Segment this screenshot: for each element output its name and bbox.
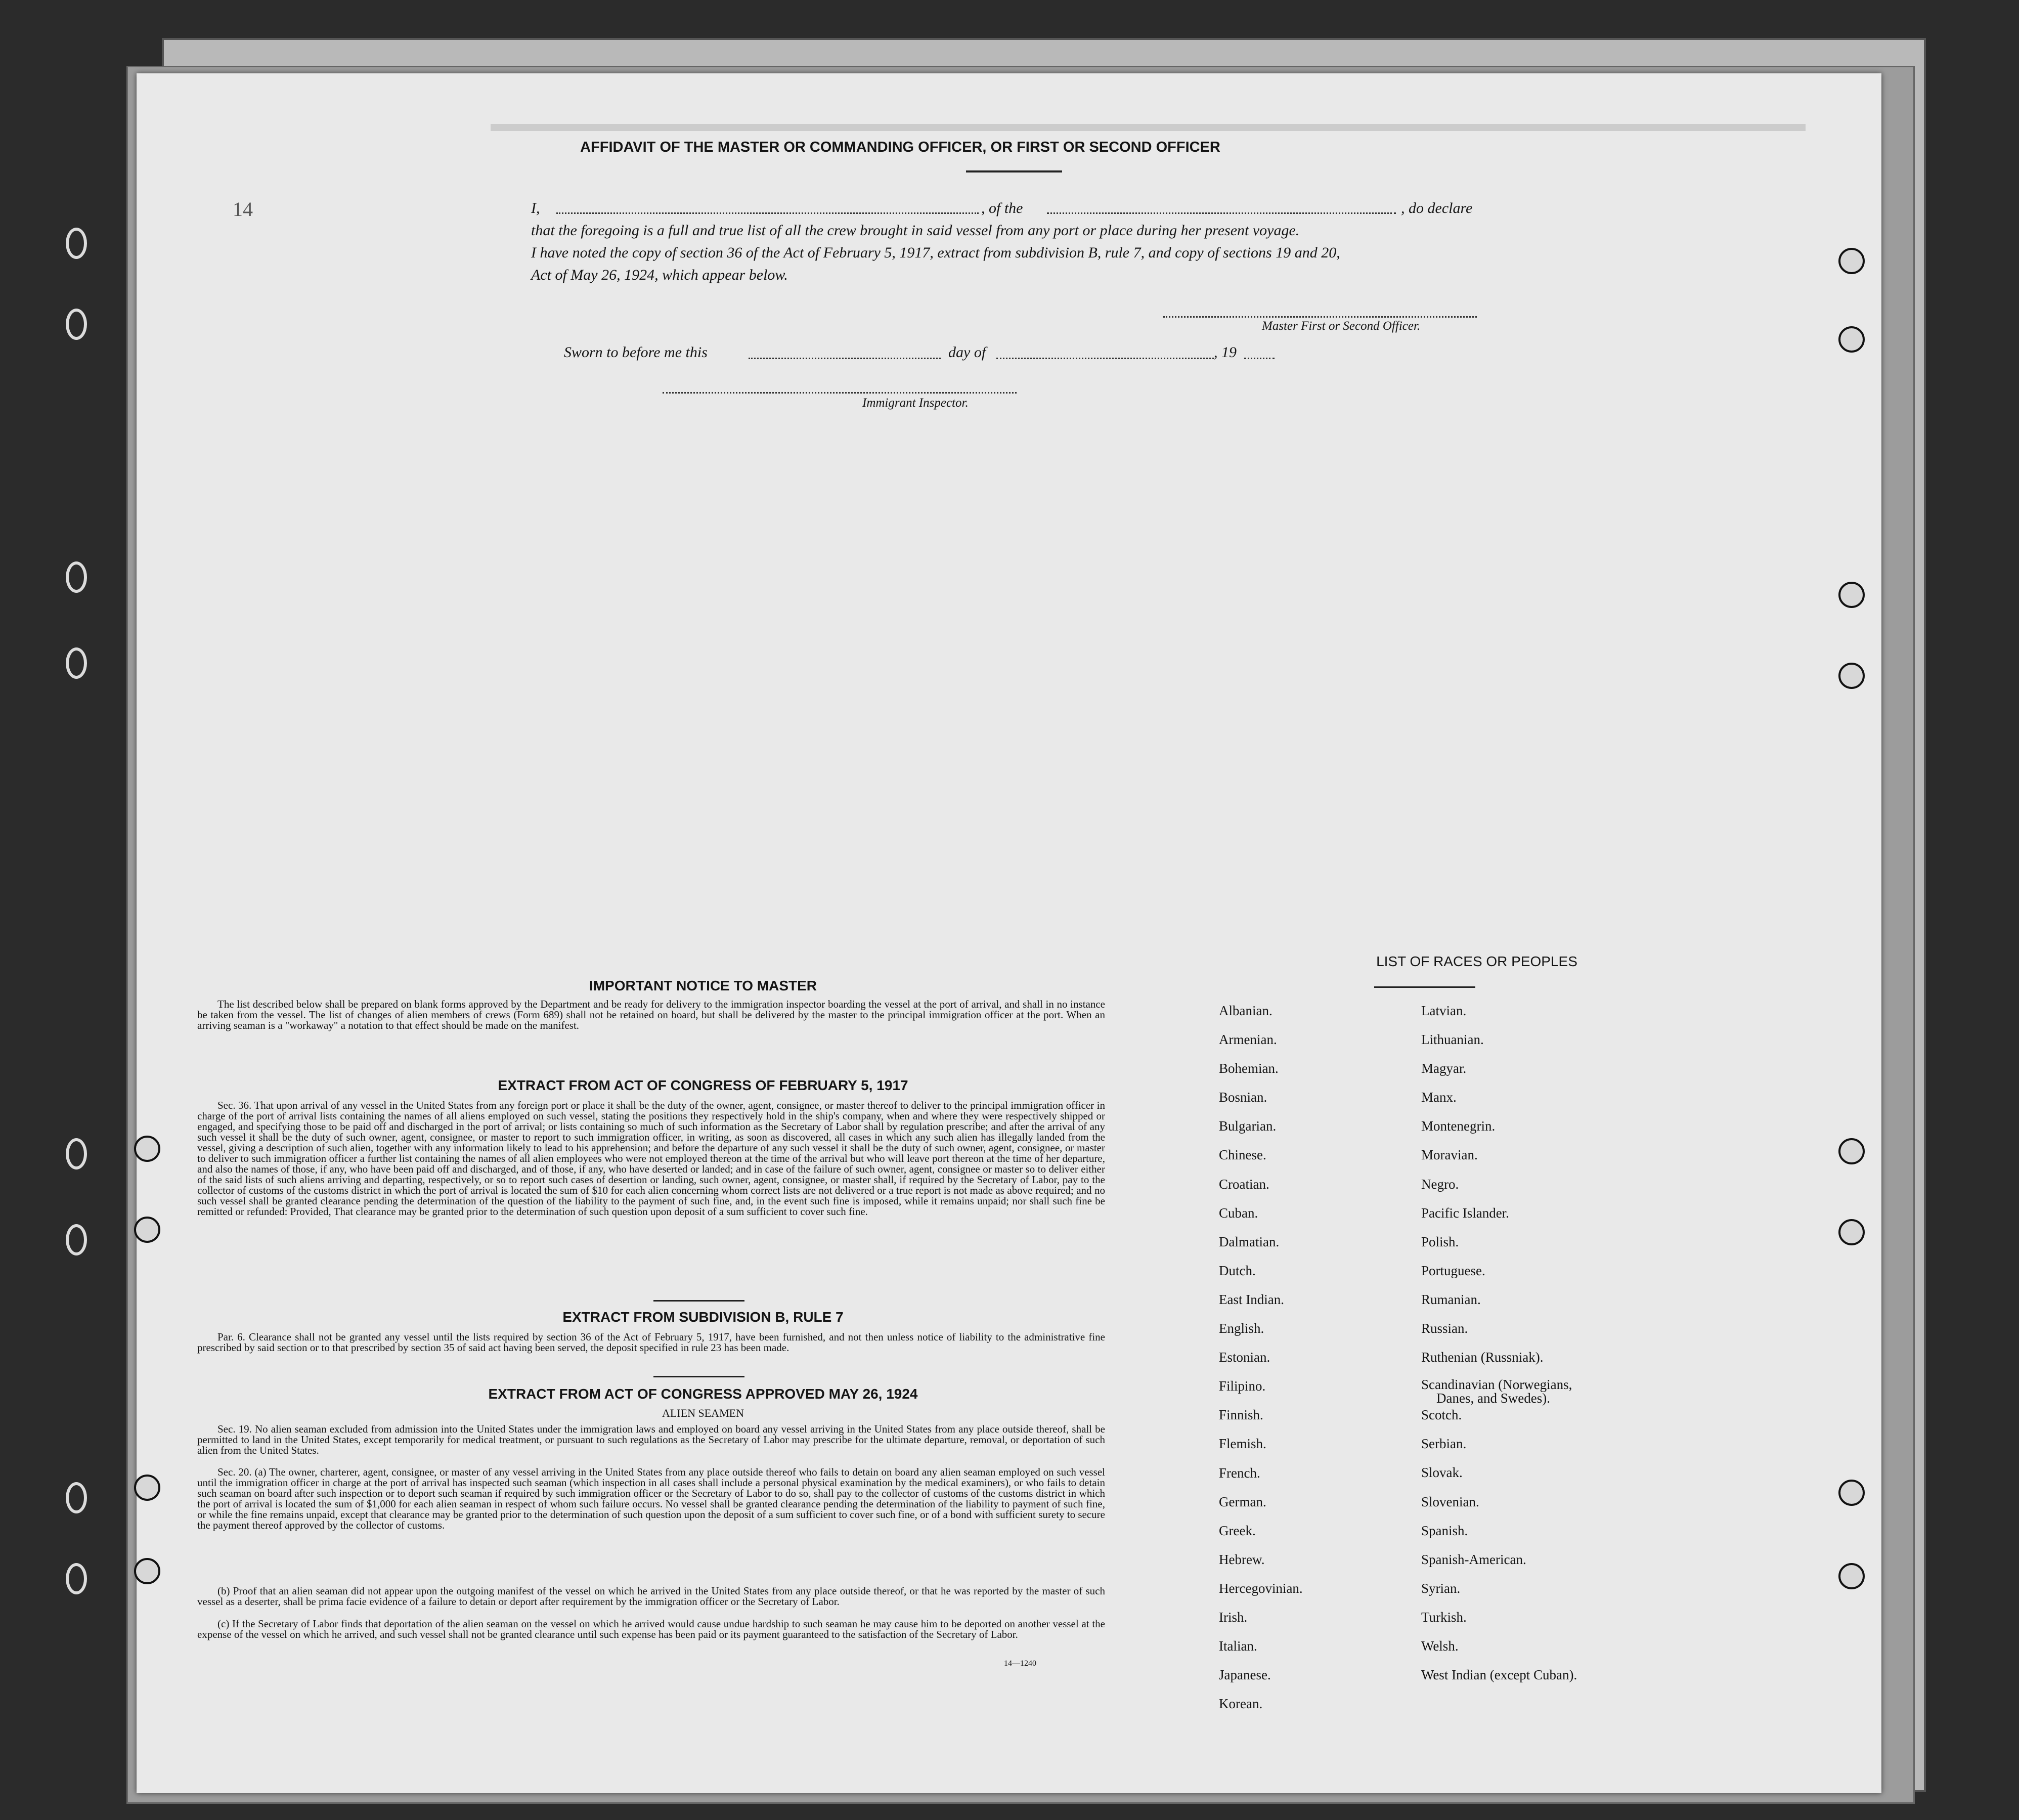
affidavit-body xyxy=(531,197,1502,286)
race-item: Syrian. xyxy=(1421,1580,1461,1596)
races-right-column xyxy=(1421,996,1577,1689)
notice-text: The list described below shall be prepared on blank forms approved by the Department and be ready for delivery to the immigration inspector boarding the vessel at the port of arrival, and shall in no instance be taken from the vessel. The list of changes of alien members of crews (Form 689) shall not be retained on board, but shall be delivered by the master to the principal immigration officer at the port. When an arriving seaman is a "workaway" a notation to that effect should be made on the manifest. xyxy=(197,998,1105,1031)
races-rule xyxy=(1374,986,1475,988)
margin-mark: 14 xyxy=(233,198,253,221)
race-item: Russian. xyxy=(1421,1321,1468,1336)
race-item: Korean. xyxy=(1219,1696,1263,1712)
race-item: Spanish. xyxy=(1421,1523,1468,1538)
affidavit-line-3: I have noted the copy of section 36 of the Act of February 5, 1917, extract from subdivision B, rule 7, and copy of sections 19 and 20, xyxy=(531,244,1340,261)
punch-hole xyxy=(134,1136,160,1162)
punch-hole xyxy=(1838,1219,1865,1245)
name-field[interactable] xyxy=(556,212,979,214)
race-item: Finnish. xyxy=(1219,1407,1263,1423)
race-item: Estonian. xyxy=(1219,1350,1270,1365)
race-item: Flemish. xyxy=(1219,1436,1266,1452)
punch-hole xyxy=(1838,1563,1865,1589)
extract-1917-text: Sec. 36. That upon arrival of any vessel in the United States from any foreign port or place it shall be the duty of the owner, agent, consignee, or master thereof to deliver to the principal immigration officer in charge of the port of arrival lists containing the names of all aliens employed on such vessel, stating the positions they respectively hold in the ship's company, when and where they were respectively shipped or engaged, and specifying those to be paid off and discharged in the port of arrival; or lists containing so much of such information as the Secretary of Labor shall by regulation prescribe; and after the arrival of any such vessel it shall be the duty of such owner, agent, consignee, or master to report to such immigration officer, in writing, as soon as discovered, all cases in which any such alien has illegally landed from the vessel, giving a description of such alien, together with any information likely to lead to his apprehension; and before the departure of any such vessel it shall be the duty of such owner, agent, consignee, or master to deliver to such immigration officer a further list containing the names of all alien employees who were not employed thereon at the time of the arrival but who will leave port thereon at the time of her departure, and also the names of those, if any, who have been paid off and discharged, and of those, if any, who have deserted or landed; and in case of the failure of such owner, agent, consignee or master so to deliver either of the said lists of such aliens arriving and departing, respectively, or so to report such cases of desertion or landing, such owner, agent, consignee, or master shall, if required by the Secretary of Labor, pay to the collector of customs of the customs district in which the port of arrival is located the sum of $10 for each alien concerning whom correct lists are not delivered or a true report is not made as above required; and no such vessel shall be granted clearance pending the determination of the question of the liability to the payment of such fine, and, in the event such fine is imposed, while it remains unpaid; nor shall such fine be remitted or refunded: Provided, That clearance may be granted prior to the determination of such question upon deposit of a sum sufficient to cover such fine. xyxy=(197,1099,1105,1218)
race-item: Magyar. xyxy=(1421,1061,1467,1076)
master-label: Master First or Second Officer. xyxy=(1262,319,1421,333)
binder-hole xyxy=(66,228,87,259)
race-item: Croatian. xyxy=(1219,1176,1269,1192)
race-item: Cuban. xyxy=(1219,1205,1258,1221)
alien-seamen-subtitle: ALIEN SEAMEN xyxy=(662,1407,744,1419)
master-signature-line[interactable] xyxy=(1163,316,1477,318)
binder-hole xyxy=(66,309,87,340)
punch-hole xyxy=(1838,1480,1865,1506)
punch-hole xyxy=(1838,1138,1865,1164)
sworn-day-field[interactable] xyxy=(749,358,941,359)
race-item: Armenian. xyxy=(1219,1032,1277,1048)
race-item: Slovak. xyxy=(1421,1465,1463,1481)
binder-hole xyxy=(66,1563,87,1594)
punch-hole xyxy=(134,1217,160,1243)
race-item: Latvian. xyxy=(1421,1003,1467,1018)
extract-1924-sec20a: Sec. 20. (a) The owner, charterer, agent, consignee, or master of any vessel arriving in the United States from any place outside thereof who fails to detain on board any alien seaman employed on such vessel until the immigration officer in charge at the port of arrival has inspected such seaman (which inspection in all cases shall include a personal physical examination by the medical examiners), or who fails to detain such seaman on board after such inspection or to deport such seaman if required by such immigration officer or the Secretary of Labor to do so, shall pay to the collector of customs of the customs district in which the port of arrival is located the sum of $1,000 for each alien seaman in respect of whom such failure occurs. No vessel shall be granted clearance pending the determination of the liability to payment of such fine, or while the fine remains unpaid, except that clearance may be granted prior to the determination of such question upon the deposit of a sum sufficient to cover such fine, or of a bond with sufficient surety to secure the payment thereof approved by the collector of customs. xyxy=(197,1466,1105,1531)
binder-hole xyxy=(66,1482,87,1513)
affidavit-line-4: Act of May 26, 1924, which appear below. xyxy=(531,267,788,283)
race-item: Dalmatian. xyxy=(1219,1234,1280,1249)
year-label: , 19 xyxy=(1214,344,1237,361)
binder-hole xyxy=(66,647,87,679)
punch-hole xyxy=(1838,663,1865,689)
race-item: Filipino. xyxy=(1219,1378,1266,1394)
race-item: Chinese. xyxy=(1219,1147,1266,1163)
day-of-label: day of xyxy=(948,344,986,361)
race-item: Scandinavian (Norwegians, xyxy=(1421,1377,1572,1393)
race-item: Hercegovinian. xyxy=(1219,1580,1303,1596)
race-item: East Indian. xyxy=(1219,1291,1284,1307)
sworn-label: Sworn to before me this xyxy=(564,344,708,361)
extract-1924-title: EXTRACT FROM ACT OF CONGRESS APPROVED MAY 26, 1924 xyxy=(488,1386,918,1402)
race-item: Spanish-American. xyxy=(1421,1551,1526,1567)
race-item: Serbian. xyxy=(1421,1436,1467,1452)
races-left-column xyxy=(1219,996,1303,1718)
race-item: Bulgarian. xyxy=(1219,1118,1277,1134)
binder-hole xyxy=(66,1224,87,1255)
race-item: English. xyxy=(1219,1321,1264,1336)
affidavit-declare-label: , do declare xyxy=(1401,200,1473,216)
binder-hole xyxy=(66,561,87,593)
race-item: West Indian (except Cuban). xyxy=(1421,1667,1577,1683)
affidavit-i-label: I, xyxy=(531,200,540,216)
notice-title: IMPORTANT NOTICE TO MASTER xyxy=(589,978,817,993)
punch-hole xyxy=(1838,248,1865,274)
race-item: Bosnian. xyxy=(1219,1090,1267,1105)
race-item: Turkish. xyxy=(1421,1609,1467,1625)
extract-1924-sec20b: (b) Proof that an alien seaman did not appear upon the outgoing manifest of the vessel on which he arrived in the United States from any place outside thereof, or that he was reported by the master of such vessel as a deserter, shall be prima facie evidence of a failure to detain or deport after requirement by the immigration officer or the Secretary of Labor. xyxy=(197,1585,1105,1608)
sworn-year-field[interactable] xyxy=(1244,358,1275,359)
race-item: Manx. xyxy=(1421,1090,1457,1105)
vessel-field[interactable] xyxy=(1047,212,1396,214)
race-item: Polish. xyxy=(1421,1234,1459,1249)
extract-rule7-title: EXTRACT FROM SUBDIVISION B, RULE 7 xyxy=(562,1309,844,1325)
punch-hole xyxy=(134,1475,160,1501)
section-rule xyxy=(653,1376,744,1377)
race-item: Lithuanian. xyxy=(1421,1032,1484,1048)
race-item: Japanese. xyxy=(1219,1667,1271,1683)
extract-1924-sec19: Sec. 19. No alien seaman excluded from admission into the United States under the immigration laws and employed on board any vessel arriving in the United States from any place outside thereof, shall be permitted to land in the United States, except temporarily for medical treatment, or pursuant to such regulations as the Secretary of Labor may prescribe for the ultimate departure, removal, or deportation of such alien from the United States. xyxy=(197,1423,1105,1456)
title-rule xyxy=(966,170,1062,172)
race-item: Albanian. xyxy=(1219,1003,1272,1018)
race-item: Hebrew. xyxy=(1219,1551,1265,1567)
race-item: Irish. xyxy=(1219,1609,1248,1625)
race-item: Ruthenian (Russniak). xyxy=(1421,1350,1544,1365)
race-item: Welsh. xyxy=(1421,1638,1459,1654)
affidavit-title: AFFIDAVIT OF THE MASTER OR COMMANDING OFFICER, OR FIRST OR SECOND OFFICER xyxy=(580,139,1220,155)
binder-hole xyxy=(66,1138,87,1169)
extract-1924-sec20c: (c) If the Secretary of Labor finds that deportation of the alien seaman on the vessel on which he arrived would cause undue hardship to such seaman he may cause him to be deported on another vessel at the expense of the vessel on which he arrived, and such vessel shall not be granted clearance until such expense has been paid or its payment guaranteed to the satisfaction of the Secretary of Labor. xyxy=(197,1618,1105,1640)
race-item: German. xyxy=(1219,1494,1266,1509)
race-item: Scotch. xyxy=(1421,1407,1462,1423)
manifest-page xyxy=(137,73,1881,1793)
race-item: Negro. xyxy=(1421,1176,1459,1192)
punch-hole xyxy=(1838,326,1865,353)
race-item: Bohemian. xyxy=(1219,1061,1279,1076)
punch-hole xyxy=(134,1558,160,1584)
race-item: Montenegrin. xyxy=(1421,1118,1496,1134)
race-item: Dutch. xyxy=(1219,1263,1256,1278)
affidavit-line-2: that the foregoing is a full and true list of all the crew brought in said vessel from any port or place during her present voyage. xyxy=(531,222,1300,239)
inspector-signature-line[interactable] xyxy=(663,392,1017,394)
races-title: LIST OF RACES OR PEOPLES xyxy=(1376,954,1577,969)
race-item: Pacific Islander. xyxy=(1421,1205,1509,1221)
race-item: Slovenian. xyxy=(1421,1494,1479,1509)
section-rule xyxy=(653,1300,744,1302)
extract-1917-title: EXTRACT FROM ACT OF CONGRESS OF FEBRUARY 5, 1917 xyxy=(498,1077,908,1093)
inspector-label: Immigrant Inspector. xyxy=(862,396,969,410)
sworn-month-field[interactable] xyxy=(996,358,1214,359)
punch-hole xyxy=(1838,582,1865,608)
race-item: Rumanian. xyxy=(1421,1291,1481,1307)
race-item: Portuguese. xyxy=(1421,1263,1485,1278)
race-item: French. xyxy=(1219,1465,1260,1481)
race-item: Greek. xyxy=(1219,1523,1256,1538)
race-item: Moravian. xyxy=(1421,1147,1478,1163)
form-number: 14—1240 xyxy=(1004,1659,1036,1668)
race-item: Danes, and Swedes). xyxy=(1436,1391,1550,1406)
affidavit-of-label: , of the xyxy=(981,200,1023,216)
race-item: Italian. xyxy=(1219,1638,1257,1654)
extract-rule7-text: Par. 6. Clearance shall not be granted any vessel until the lists required by section 36 of the Act of February 5, 1917, have been furnished, and not then unless notice of liability to the administrative fine prescribed by said section or to that prescribed by section 35 of said act having been served, the deposit specified in rule 23 has been made. xyxy=(197,1331,1105,1354)
